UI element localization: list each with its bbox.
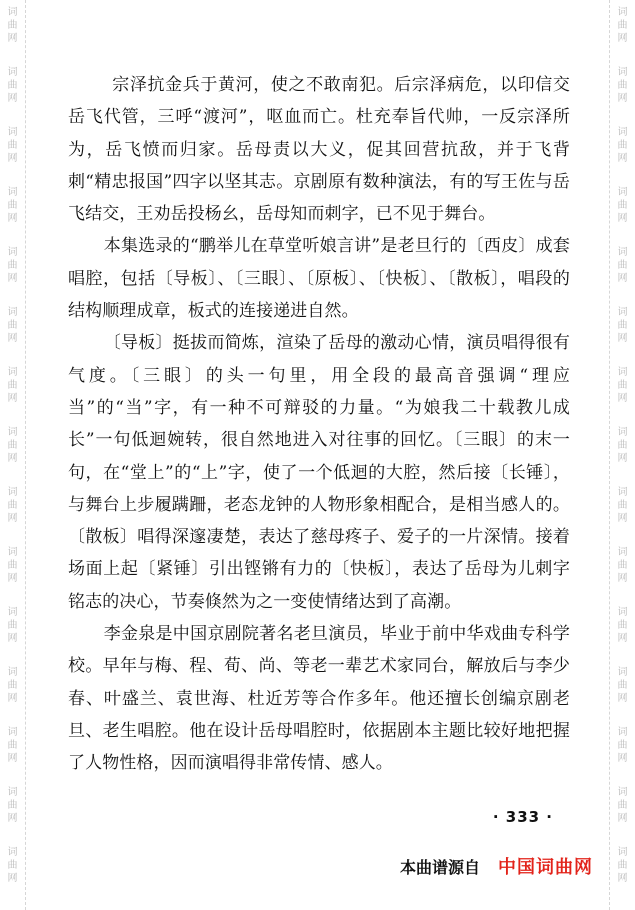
watermark-group: 词 曲 网 — [7, 67, 18, 104]
footer-source-label: 本曲谱源自 — [400, 858, 481, 877]
watermark-group: 词 曲 网 — [617, 667, 628, 704]
watermark-group: 词 曲 网 — [7, 427, 18, 464]
watermark-group: 词 曲 网 — [7, 367, 18, 404]
watermark-group: 词 曲 网 — [617, 127, 628, 164]
watermark-group: 词 曲 网 — [7, 7, 18, 44]
watermark-group: 词 曲 网 — [7, 787, 18, 824]
watermark-group: 词 曲 网 — [617, 307, 628, 344]
watermark-group: 词 曲 网 — [617, 7, 628, 44]
watermark-group: 词 曲 网 — [7, 307, 18, 344]
watermark-group: 词 曲 网 — [617, 187, 628, 224]
watermark-group: 词 曲 网 — [7, 847, 18, 884]
watermark-group: 词 曲 网 — [7, 247, 18, 284]
paragraph-selection: 本集选录的“鹏举儿在草堂听娘言讲”是老旦行的〔西皮〕成套唱腔，包括〔导板〕、〔三眼〕、〔原板〕、〔快板〕、〔散板〕，唱段的结构顺理成章，板式的连接递进自然。 — [68, 236, 570, 322]
paragraph-performer: 李金泉是中国京剧院著名老旦演员，毕业于前中华戏曲专科学校。早年与梅、程、荀、尚、等老一辈艺术家同台，解放后与李少春、叶盛兰、袁世海、杜近芳等合作多年。他还擅长创编京剧老旦、老生唱腔。他在设计岳母唱腔时，依据剧本主题比较好地把握了人物性格，因而演唱得非常传情、感人。 — [68, 624, 570, 774]
left-margin-watermark — [0, 0, 26, 910]
watermark-group: 词 曲 网 — [617, 367, 628, 404]
watermark-group: 词 曲 网 — [617, 607, 628, 644]
paragraph-analysis: 〔导板〕挺拔而简炼，渲染了岳母的激动心情，演员唱得很有气度。〔三眼〕的头一句里，用全段的最高音强调“理应当”的“当”字，有一种不可辩驳的力量。“为娘我二十载教儿成长”一句低迴婉转，很自然地进入对往事的回忆。〔三眼〕的末一句，在“堂上”的“上”字，使了一个低迴的大腔，然后接〔长锤〕，与舞台上步履蹒跚，老态龙钟的人物形象相配合，是相当感人的。〔散板〕唱得深邃凄楚，表达了慈母疼子、爱子的一片深情。接着场面上起〔紧锤〕引出铿锵有力的〔快板〕，表达了岳母为儿刺字铭志的决心，节奏倏然为之一变使情绪达到了高潮。 — [68, 333, 570, 612]
watermark-group: 词 曲 网 — [617, 67, 628, 104]
watermark-group: 词 曲 网 — [617, 847, 628, 884]
watermark-group: 词 曲 网 — [7, 187, 18, 224]
watermark-group: 词 曲 网 — [617, 247, 628, 284]
watermark-group: 词 曲 网 — [7, 667, 18, 704]
watermark-group: 词 曲 网 — [7, 607, 18, 644]
watermark-group: 词 曲 网 — [617, 727, 628, 764]
watermark-group: 词 曲 网 — [7, 727, 18, 764]
paragraph-story: 宗泽抗金兵于黄河，使之不敢南犯。后宗泽病危，以印信交岳飞代管，三呼“渡河”，呕血而亡。杜充奉旨代帅，一反宗泽所为，岳飞愤而归家。岳母责以大义，促其回营抗敌，并于飞背刺“精忠报国”四字以坚其志。京剧原有数种演法，有的写王佐与岳飞结交，王劝岳投杨幺，岳母知而刺字，已不见于舞台。 — [68, 75, 570, 225]
watermark-group: 词 曲 网 — [617, 787, 628, 824]
right-margin-watermark — [609, 0, 635, 910]
article-body — [68, 69, 570, 780]
watermark-group: 词 曲 网 — [617, 487, 628, 524]
footer-site-link[interactable]: 中国词曲网 — [498, 857, 594, 878]
page-number: · 333 · — [492, 808, 553, 826]
watermark-group: 词 曲 网 — [617, 427, 628, 464]
footer-attribution — [400, 853, 593, 879]
watermark-group: 词 曲 网 — [7, 127, 18, 164]
watermark-group: 词 曲 网 — [7, 487, 18, 524]
watermark-group: 词 曲 网 — [617, 547, 628, 584]
watermark-group: 词 曲 网 — [7, 547, 18, 584]
